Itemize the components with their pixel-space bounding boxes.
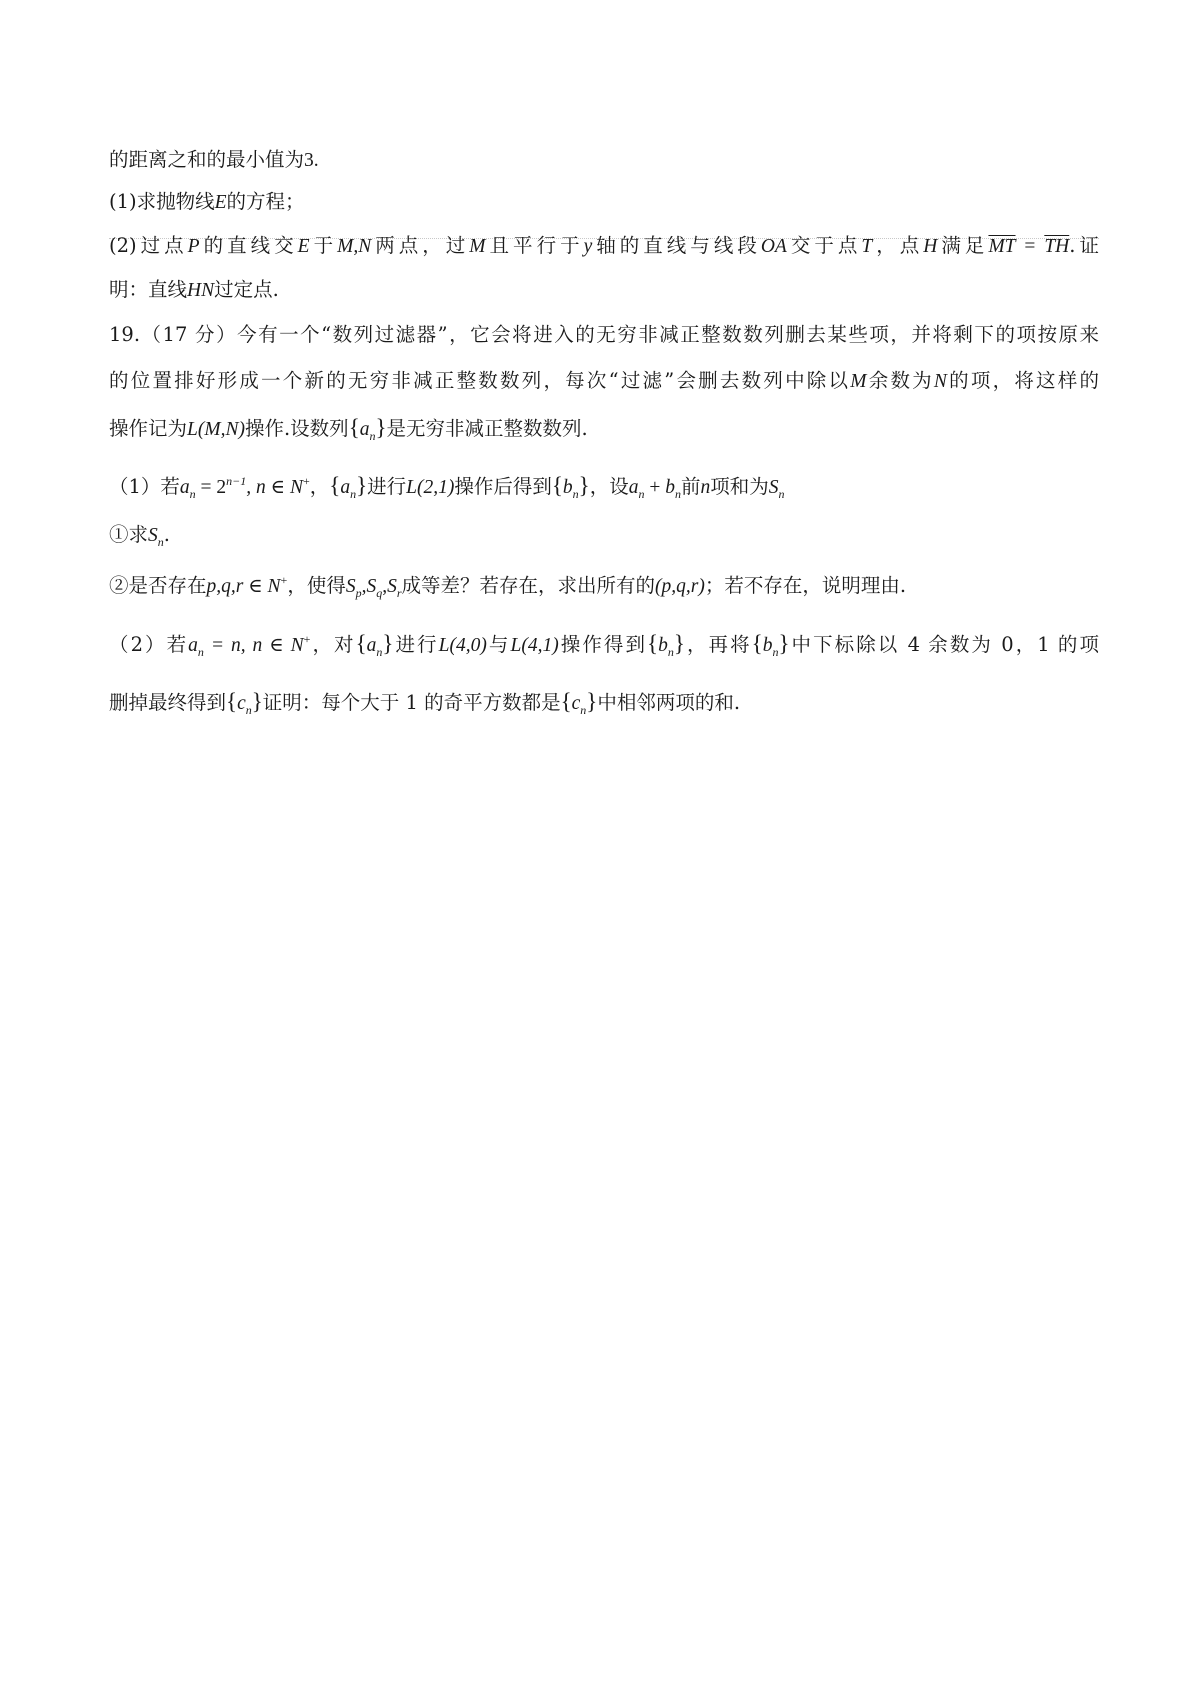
text: 操作得到 [558,633,648,656]
comma: , [382,576,388,597]
brace: { [751,631,763,656]
math-expr: L(M,N) [187,419,245,440]
brace: { [560,689,572,714]
subscript: n [376,645,383,659]
text-line-1 [109,150,1099,171]
text: 中下标除以 4 余数为 0，1 的项 [789,633,1099,656]
text: 与 [486,633,511,656]
subquestion-1-ii [109,573,1099,600]
math-var: E [297,236,310,257]
brace: } [586,689,598,714]
math-var: a [188,635,198,656]
subscript: n [350,487,357,501]
subquestion-2 [109,631,1099,659]
text-line-12 [109,689,1099,717]
text: ，对 [310,633,356,656]
brace: } [375,415,387,440]
subscript: n [189,487,196,501]
math-var: c [237,693,246,714]
comma: , [361,576,367,597]
subscript: n [369,429,376,443]
subscript: n [667,645,674,659]
subscript: n [674,487,681,501]
subscript: r [396,586,402,600]
text: 进行 [367,475,407,498]
text: 两点，过 [371,234,470,257]
brace: } [356,473,368,498]
number: 2 [216,477,227,498]
text: (2)过点 [109,234,188,257]
subscript: n [245,703,252,717]
text: . [163,523,170,546]
math-var: P [187,236,200,257]
text: .证 [1069,234,1099,257]
number: 3. [304,150,319,171]
superscript: n−1 [226,474,247,488]
brace: { [329,473,341,498]
text: 操作记为 [109,417,188,440]
math-var: S [345,576,356,597]
text: 中相邻两项的和. [597,691,741,714]
subquestion-1-i [109,523,1099,549]
superscript: + [303,632,311,646]
math-var: M [850,371,867,392]
math-var: b [665,477,675,498]
text: ，使得 [287,574,346,597]
vector: $\overline{TH}$ [1044,236,1070,257]
math-var: OA [760,236,787,257]
text: ，再将 [684,633,752,656]
question-19-heading [109,325,1099,345]
math-var: T [861,236,873,257]
text: 项和为 [710,475,769,498]
equals-sign: = [1015,236,1045,257]
text: 的直线交 [199,234,298,257]
brace: { [647,631,659,656]
text: 余数为 [866,369,934,392]
text: ， [309,475,330,498]
subscript: n [638,487,645,501]
text: 明：直线 [109,278,188,301]
text: 操作后得到 [454,475,552,498]
text: 进行 [393,633,439,656]
question-part-1 [109,192,1099,213]
subscript: n [772,645,779,659]
superscript: + [302,474,310,488]
brace: { [348,415,360,440]
math-var: b [562,477,573,498]
math-var: a [628,477,639,498]
text-line-7 [109,415,1099,443]
text: 的项，将这样的 [946,369,1099,392]
text: ②是否存在 [109,574,207,597]
subscript: n [157,535,164,549]
text: 成等差？若存在，求出所有的 [401,574,656,597]
text: ；若不存在，说明理由. [704,574,907,597]
text: 19.（17 分）今有一个“数列过滤器”，它会将进入的无穷非减正整数数列删去某些项，并将剩下的项按原来 [109,323,1099,346]
text: 的方程； [226,190,305,213]
text: 于 [309,234,338,257]
math-var: S [387,576,397,597]
math-var: c [571,693,581,714]
brace: } [578,473,590,498]
math-var: y [583,236,593,257]
math-var: M [469,236,486,257]
text-line-6 [109,371,1099,392]
text: 过定点. [214,278,279,301]
subscript: n [580,703,587,717]
text: ①求 [109,523,149,546]
question-part-2 [109,236,1099,257]
text: 且平行于 [485,234,584,257]
math-var: S [366,576,377,597]
subscript: p [355,586,362,600]
math-var: a [366,635,377,656]
text: 的位置排好形成一个新的无穷非减正整数数列，每次“过滤”会删去数列中除以 [109,369,851,392]
text: 前 [680,475,701,498]
math-var: H [923,236,938,257]
math-var: E [214,192,227,213]
text: （1）若 [109,475,180,498]
text: （2）若 [109,633,189,656]
text: 轴的直线与线段 [592,234,761,257]
superscript: + [280,573,288,587]
brace: } [778,631,790,656]
text: (1)求抛物线 [109,190,215,213]
math-var: b [658,635,668,656]
math-var: n [700,477,711,498]
subscript: n [778,487,785,501]
math-expr: L(4,0) [438,635,487,656]
brace: } [382,631,394,656]
brace: } [251,689,263,714]
brace: } [673,631,685,656]
brace: { [226,689,238,714]
text: 证明：每个大于 1 的奇平方数都是 [262,691,561,714]
text: 操作.设数列 [244,417,349,440]
subscript: n [197,645,204,659]
text: 的距离之和的最小值为 [109,148,305,171]
subscript: n [572,487,579,501]
math-expr: = n, n ∈ N [203,635,304,656]
math-expr: p,q,r ∈ N [206,576,281,597]
math-expr: L(4,1) [510,635,559,656]
math-var: HN [187,280,215,301]
text: 交于点 [786,234,862,257]
math-var: b [762,635,773,656]
text: ，设 [589,475,629,498]
math-var: a [359,419,370,440]
math-var: S [768,477,779,498]
math-var: S [148,525,158,546]
math-expr: L(2,1) [406,477,455,498]
math-var: a [340,477,351,498]
subscript: q [376,586,383,600]
math-expr: , n ∈ N [246,477,303,498]
brace: { [551,473,563,498]
subquestion-1: （1）若$a_n = 2^{n-1}$, n ∈ N+，$\{a_n\}$进行L(2,1)操作后得到$\{b_n\}$，设$a_n + b_n$前n项和为$S_n$ [109,473,785,501]
math-var: a [179,477,190,498]
math-var: M,N [337,236,372,257]
vector: $\overline{MT}$ [988,236,1016,257]
text-line-4 [109,280,1099,301]
text: 是无穷非减正整数数列. [386,417,588,440]
text: ，点 [872,234,924,257]
brace: { [355,631,367,656]
text: 删掉最终得到 [109,691,227,714]
math-expr: (p,q,r) [655,576,705,597]
text: 满足 [937,234,989,257]
math-var: N [933,371,947,392]
